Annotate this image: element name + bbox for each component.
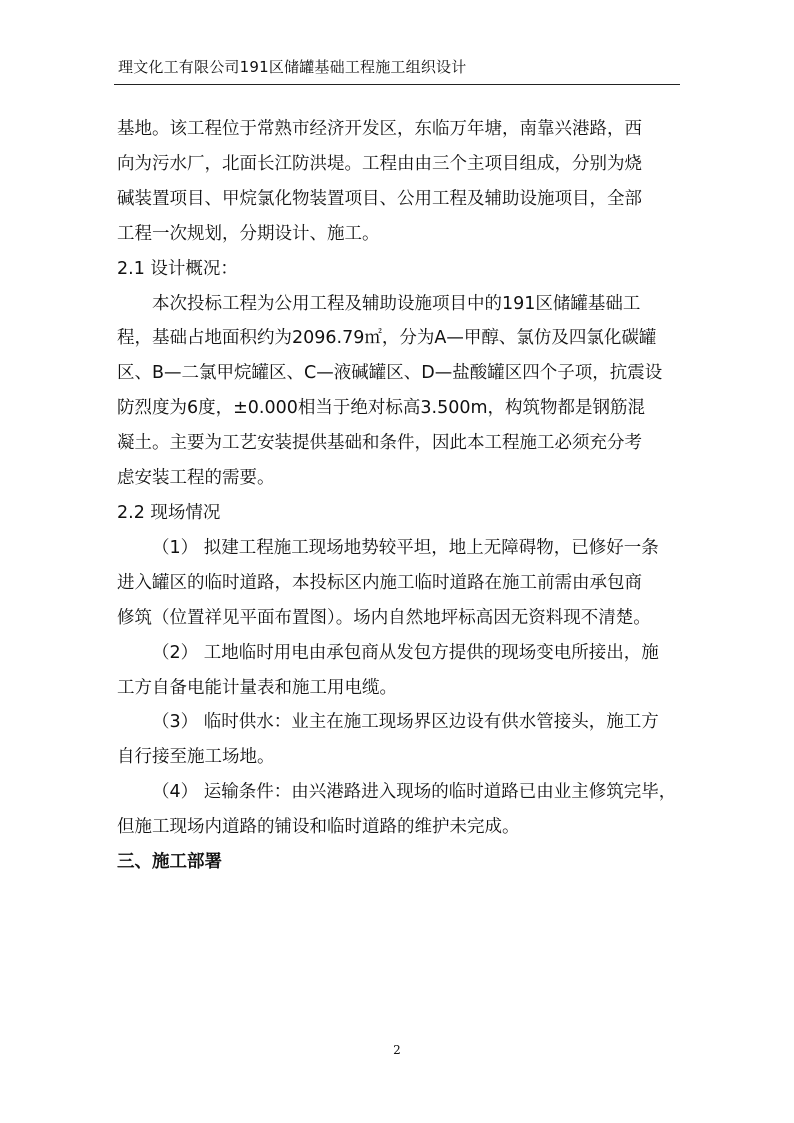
body-line: 凝土。主要为工艺安装提供基础和条件，因此本工程施工必须充分考 [117,433,642,454]
section-heading-2-2: 2.2 现场情况 [117,502,221,523]
body-line: 向为污水厂，北面长江防洪堤。工程由由三个主项目组成，分别为烧 [117,153,642,174]
page-number: 2 [393,1043,401,1057]
list-item-line: （3） 临时供水：业主在施工现场界区边设有供水管接头，施工方 [152,712,659,733]
body-line: 工程一次规划，分期设计、施工。 [117,223,380,244]
list-item-line: 但施工现场内道路的铺设和临时道路的维护未完成。 [117,817,520,838]
body-line: 基地。该工程位于常熟市经济开发区，东临万年塘，南靠兴港路，西 [117,119,642,139]
header-rule [114,84,680,85]
section-heading-3: 三、施工部署 [117,852,222,873]
list-item-line: 修筑（位置祥见平面布置图）。场内自然地坪标高因无资料现不清楚。 [117,607,651,628]
list-item-line: 进入罐区的临时道路，本投标区内施工临时道路在施工前需由承包商 [117,572,642,593]
body-line: 区、B—二氯甲烷罐区、C—液碱罐区、D—盐酸罐区四个子项，抗震设 [117,363,663,384]
list-item-line: （1） 拟建工程施工现场地势较平坦，地上无障碍物，已修好一条 [152,537,659,558]
body-line: 虑安装工程的需要。 [117,468,275,489]
list-item-line: （2） 工地临时用电由承包商从发包方提供的现场变电所接出，施 [152,642,659,663]
section-heading-2-1: 2.1 设计概况： [117,258,238,279]
body-line: 程，基础占地面积约为2096.79㎡，分为A—甲醇、氯仿及四氯化碳罐 [117,328,657,349]
body-line: 碱装置项目、甲烷氯化物装置项目、公用工程及辅助设施项目，全部 [117,188,642,209]
body-line: 本次投标工程为公用工程及辅助设施项目中的191区储罐基础工 [152,293,641,314]
list-item-line: 工方自备电能计量表和施工用电缆。 [117,677,397,698]
list-item-line: 自行接至施工场地。 [117,747,275,768]
list-item-line: （4） 运输条件：由兴港路进入现场的临时道路已由业主修筑完毕， [152,782,677,803]
document-header: 理文化工有限公司191区储罐基础工程施工组织设计 [118,58,467,76]
document-body [117,112,697,880]
body-line: 防烈度为6度，±0.000相当于绝对标高3.500m，构筑物都是钢筋混 [117,398,646,419]
